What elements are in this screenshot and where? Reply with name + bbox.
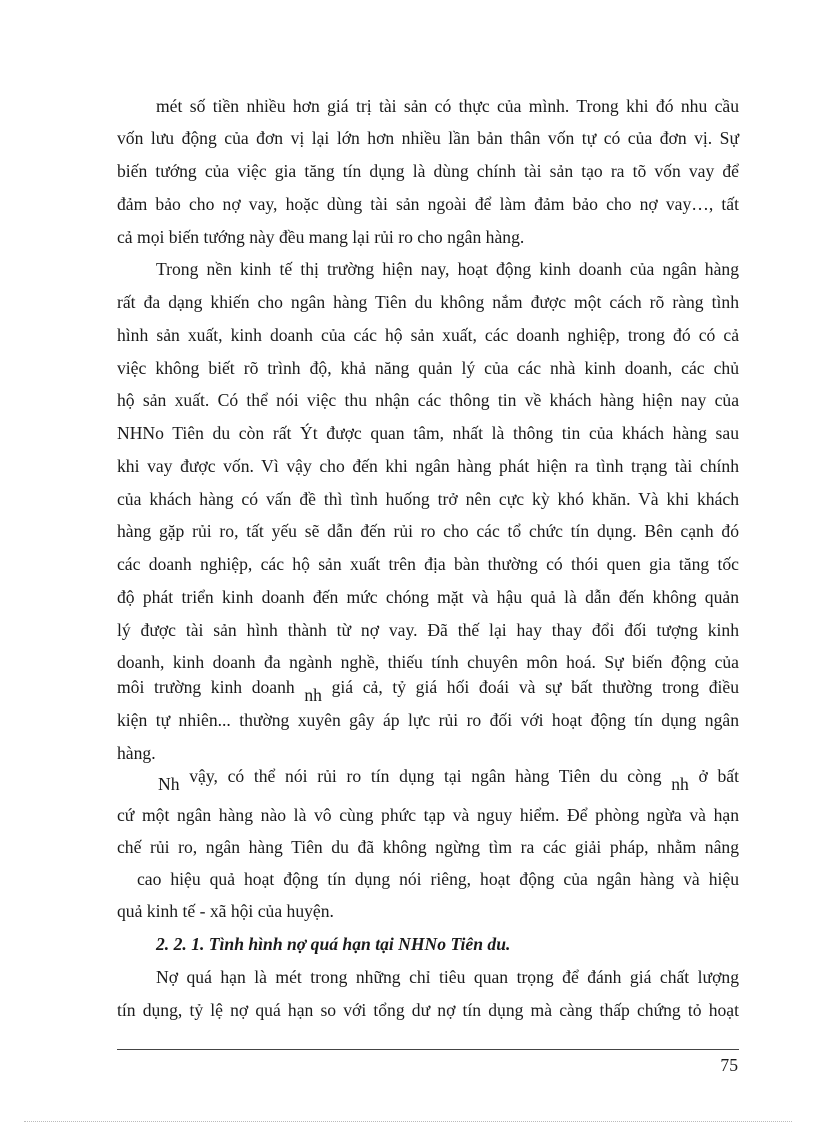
body-text-line: Trong nền kinh tế thị trường hiện nay, hoạt động kinh doanh của ngân hàng — [156, 259, 739, 279]
body-text-line: của khách hàng có vấn đề thì tình huống trở nên cực kỳ khó khăn. Và khi khách — [117, 489, 739, 509]
body-text-line: khi vay được vốn. Vì vậy cho đến khi ngân hàng phát hiện ra tình trạng tài chính — [117, 456, 739, 476]
page-edge-divider — [24, 1121, 792, 1122]
body-text-line: quả kinh tế - xã hội của huyện. — [117, 901, 334, 921]
body-text-line: rất đa dạng khiến cho ngân hàng Tiên du không nắm được một cách rõ ràng tình — [117, 292, 739, 312]
body-text-line: hộ sản xuất. Có thể nói việc thu nhận các thông tin về khách hàng hiện nay của — [117, 390, 739, 410]
body-text-line: cứ một ngân hàng nào là vô cùng phức tạp và nguy hiểm. Để phòng ngừa và hạn — [117, 805, 739, 825]
body-text-line: việc không biết rõ trình độ, khả năng quản lý của các nhà kinh doanh, các chủ — [117, 358, 739, 378]
body-text-line: tín dụng, tỷ lệ nợ quá hạn so với tổng dư nợ tín dụng mà càng thấp chứng tỏ hoạt — [117, 1000, 739, 1020]
text-run: môi trường kinh doanh — [117, 677, 295, 697]
text-run: vậy, có thể nói rủi ro tín dụng tại ngân hàng Tiên du còng — [189, 766, 662, 786]
body-text-line: mét số tiền nhiều hơn giá trị tài sản có thực của mình. Trong khi đó nhu cầu — [156, 96, 739, 116]
body-text-line: lý được tài sản hình thành từ nợ vay. Đã thế lại hay thay đổi đối tượng kinh — [117, 620, 739, 640]
text-fragment: nh — [671, 774, 689, 794]
body-text-line: NHNo Tiên du còn rất Ýt được quan tâm, nhất là thông tin của khách hàng sau — [117, 423, 739, 443]
body-text-line: kiện tự nhiên... thường xuyên gây áp lực rủi ro đối với hoạt động tín dụng ngân — [117, 710, 739, 730]
body-text-line: đảm bảo cho nợ vay, hoặc dùng tài sản ngoài để làm đảm bảo cho nợ vay…, tất — [117, 194, 739, 214]
body-text-line: doanh, kinh doanh đa ngành nghề, thiếu tính chuyên môn hoá. Sự biến động của — [117, 652, 739, 672]
body-text-line: vốn lưu động của đơn vị lại lớn hơn nhiều lần bản thân vốn tự có của đơn vị. Sự — [117, 128, 739, 148]
body-text-line — [117, 675, 740, 705]
text-fragment: nh — [304, 685, 322, 705]
body-text-line: hàng. — [117, 743, 156, 763]
body-text-line: các doanh nghiệp, các hộ sản xuất trên địa bàn thường có thói quen gia tăng tốc — [117, 554, 739, 574]
body-text-line: cao hiệu quả hoạt động tín dụng nói riêng, hoạt động của ngân hàng và hiệu — [137, 869, 739, 889]
body-text-line: độ phát triển kinh doanh đến mức chóng mặt và hậu quả là dẫn đến không quản — [117, 587, 739, 607]
text-run: ở bất — [698, 766, 740, 786]
text-run: giá cả, tỷ giá hối đoái và sự bất thường trong điều — [331, 677, 740, 697]
body-text-line: biến tướng của việc gia tăng tín dụng là dùng chính tài sản tạo ra tõ vốn vay để — [117, 161, 739, 181]
section-heading: 2. 2. 1. Tình hình nợ quá hạn tại NHNo Tiên du. — [156, 934, 511, 954]
body-text-line: Nợ quá hạn là mét trong những chỉ tiêu quan trọng để đánh giá chất lượng — [156, 967, 739, 987]
body-text-line — [158, 764, 740, 794]
body-text-line: hình sản xuất, kinh doanh của các hộ sản xuất, các doanh nghiệp, trong đó có cả — [117, 325, 739, 345]
body-text-line: cả mọi biến tướng này đều mang lại rủi ro cho ngân hàng. — [117, 227, 525, 247]
body-text-line: hàng gặp rủi ro, tất yếu sẽ dẫn đến rủi ro cho các tổ chức tín dụng. Bên cạnh đó — [117, 521, 739, 541]
footer-rule — [117, 1049, 739, 1050]
body-text-line: chế rủi ro, ngân hàng Tiên du đã không ngừng tìm ra các giải pháp, nhằm nâng — [117, 837, 739, 857]
page-number: 75 — [720, 1055, 738, 1075]
text-fragment: Nh — [158, 774, 180, 794]
